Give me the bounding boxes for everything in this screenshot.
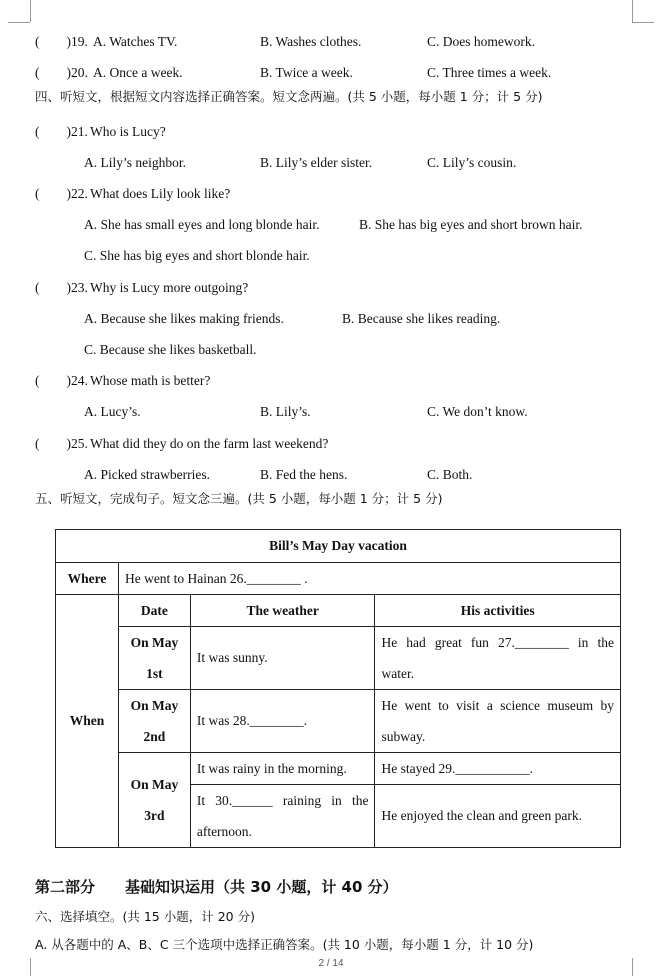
header-date: Date — [118, 595, 190, 627]
part-heading: 第二部分 基础知识运用（共 30 小题，计 40 分） — [35, 878, 398, 896]
option-a: A. Watches TV. — [93, 34, 178, 49]
section-heading: 六、选择填空。(共 15 小题，计 20 分) — [35, 909, 255, 924]
weather-cell: It was sunny. — [190, 627, 375, 690]
option-b: B. Washes clothes. — [260, 34, 362, 49]
header-activities: His activities — [375, 595, 621, 627]
option-a: A. Lucy’s. — [84, 404, 141, 419]
question-number: ( )24. — [35, 373, 88, 388]
crop-mark — [632, 22, 654, 23]
activity-cell: He stayed 29.___________. — [375, 753, 621, 785]
option-c: C. She has big eyes and short blonde hair. — [84, 248, 310, 263]
date-cell: On May 1st — [118, 627, 190, 690]
option-b: B. Lily’s. — [260, 404, 311, 419]
where-label: Where — [56, 563, 119, 595]
option-a: A. Because she likes making friends. — [84, 311, 284, 326]
where-text: He went to Hainan 26.________ . — [118, 563, 620, 595]
question-number: ( )25. — [35, 436, 88, 451]
option-b: B. She has big eyes and short brown hair. — [359, 217, 583, 232]
option-c: C. Lily’s cousin. — [427, 155, 517, 170]
activity-cell: He enjoyed the clean and green park. — [375, 785, 621, 848]
page-number: 2 / 14 — [318, 958, 344, 969]
option-a: A. Lily’s neighbor. — [84, 155, 186, 170]
date-cell: On May 3rd — [118, 753, 190, 848]
crop-mark — [632, 0, 633, 22]
option-b: B. Because she likes reading. — [342, 311, 501, 326]
weather-cell: It was 28.________. — [190, 690, 375, 753]
option-c: C. We don’t know. — [427, 404, 528, 419]
activity-cell: He had great fun 27.________ in the water. — [375, 627, 621, 690]
section-heading: 四、听短文，根据短文内容选择正确答案。短文念两遍。(共 5 小题，每小题 1 分；计 5 分) — [35, 89, 543, 104]
when-label: When — [56, 595, 119, 848]
header-weather: The weather — [190, 595, 375, 627]
option-a: A. Picked strawberries. — [84, 467, 210, 482]
option-c: C. Because she likes basketball. — [84, 342, 257, 357]
question-stem: Whose math is better? — [90, 373, 211, 388]
section-heading: 五、听短文，完成句子。短文念三遍。(共 5 小题，每小题 1 分；计 5 分) — [35, 491, 443, 506]
option-c: C. Both. — [427, 467, 473, 482]
question-number: ( )19. — [35, 34, 88, 49]
option-c: C. Does homework. — [427, 34, 535, 49]
question-number: ( )21. — [35, 124, 88, 139]
question-stem: What does Lily look like? — [90, 186, 231, 201]
question-stem: Why is Lucy more outgoing? — [90, 280, 249, 295]
option-b: B. Lily’s elder sister. — [260, 155, 373, 170]
activity-cell: He went to visit a science museum by subway. — [375, 690, 621, 753]
vacation-table — [55, 529, 621, 848]
section-subheading: A. 从各题中的 A、B、C 三个选项中选择正确答案。(共 10 小题，每小题 1 分，计 10 分) — [35, 937, 534, 952]
question-number: ( )23. — [35, 280, 88, 295]
date-cell: On May 2nd — [118, 690, 190, 753]
question-number: ( )20. — [35, 65, 88, 80]
option-a: A. She has small eyes and long blonde hair. — [84, 217, 320, 232]
crop-mark — [8, 22, 30, 23]
crop-mark — [30, 0, 31, 22]
table-title: Bill’s May Day vacation — [56, 530, 621, 563]
weather-cell: It 30.______ raining in the afternoon. — [190, 785, 375, 848]
option-a: A. Once a week. — [93, 65, 183, 80]
option-b: B. Twice a week. — [260, 65, 353, 80]
option-b: B. Fed the hens. — [260, 467, 348, 482]
option-c: C. Three times a week. — [427, 65, 552, 80]
question-number: ( )22. — [35, 186, 88, 201]
weather-cell: It was rainy in the morning. — [190, 753, 375, 785]
question-stem: What did they do on the farm last weekend? — [90, 436, 329, 451]
question-stem: Who is Lucy? — [90, 124, 166, 139]
